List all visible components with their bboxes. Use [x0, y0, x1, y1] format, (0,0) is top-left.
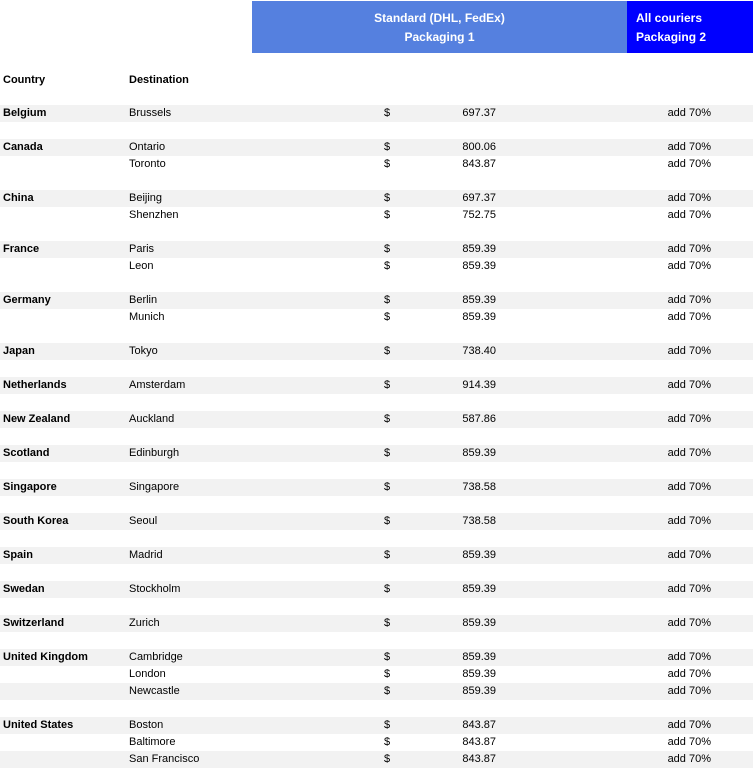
packaging2-cell: add 70%: [667, 753, 711, 765]
price-cell: 859.39: [462, 260, 496, 272]
column-header-country: Country: [3, 74, 46, 86]
destination-cell: Shenzhen: [129, 209, 179, 221]
packaging2-cell: add 70%: [667, 549, 711, 561]
table-row: [0, 547, 753, 564]
destination-cell: Paris: [129, 243, 155, 255]
table-row: [0, 190, 753, 207]
currency-symbol: $: [384, 736, 391, 748]
table-row: [0, 513, 753, 530]
country-cell: Switzerland: [3, 617, 65, 629]
packaging2-cell: add 70%: [667, 209, 711, 221]
packaging2-cell: add 70%: [667, 719, 711, 731]
currency-symbol: $: [384, 243, 391, 255]
currency-symbol: $: [384, 345, 391, 357]
price-cell: 843.87: [462, 719, 496, 731]
table-row: [0, 479, 753, 496]
country-cell: Scotland: [3, 447, 50, 459]
header-all-packaging: Packaging 2: [636, 30, 707, 44]
destination-cell: Leon: [129, 260, 154, 272]
destination-cell: Zurich: [129, 617, 160, 629]
price-cell: 859.39: [462, 294, 496, 306]
country-cell: Spain: [3, 549, 33, 561]
packaging2-cell: add 70%: [667, 311, 711, 323]
currency-symbol: $: [384, 753, 391, 765]
header-standard-packaging: Packaging 1: [404, 30, 475, 44]
packaging2-cell: add 70%: [667, 294, 711, 306]
currency-symbol: $: [384, 481, 391, 493]
packaging2-cell: add 70%: [667, 668, 711, 680]
destination-cell: London: [129, 668, 166, 680]
header-standard: [252, 1, 627, 53]
country-cell: Swedan: [3, 583, 45, 595]
table-row: [0, 207, 753, 224]
country-cell: Canada: [3, 141, 43, 153]
destination-cell: Berlin: [129, 294, 158, 306]
currency-symbol: $: [384, 413, 391, 425]
currency-symbol: $: [384, 379, 391, 391]
destination-cell: Auckland: [129, 413, 175, 425]
currency-symbol: $: [384, 583, 391, 595]
group-spacer: [0, 496, 753, 513]
group-spacer: [0, 598, 753, 615]
destination-cell: Ontario: [129, 141, 166, 153]
price-cell: 752.75: [462, 209, 496, 221]
price-cell: 697.37: [462, 192, 496, 204]
currency-symbol: $: [384, 107, 391, 119]
packaging2-cell: add 70%: [667, 260, 711, 272]
destination-cell: Toronto: [129, 158, 166, 170]
packaging2-cell: add 70%: [667, 141, 711, 153]
destination-cell: Baltimore: [129, 736, 176, 748]
currency-symbol: $: [384, 719, 391, 731]
packaging2-cell: add 70%: [667, 583, 711, 595]
table-row: [0, 411, 753, 428]
destination-cell: Stockholm: [129, 583, 181, 595]
group-spacer: [0, 530, 753, 547]
destination-cell: Singapore: [129, 481, 180, 493]
packaging2-cell: add 70%: [667, 192, 711, 204]
destination-cell: Madrid: [129, 549, 163, 561]
packaging2-cell: add 70%: [667, 685, 711, 697]
currency-symbol: $: [384, 549, 391, 561]
currency-symbol: $: [384, 617, 391, 629]
group-spacer: [0, 462, 753, 479]
currency-symbol: $: [384, 141, 391, 153]
price-cell: 859.39: [462, 685, 496, 697]
table-row: [0, 241, 753, 258]
currency-symbol: $: [384, 294, 391, 306]
group-spacer: [0, 428, 753, 445]
price-cell: 859.39: [462, 651, 496, 663]
price-table: [0, 105, 753, 768]
group-spacer: [0, 564, 753, 581]
price-cell: 738.58: [462, 515, 496, 527]
country-cell: South Korea: [3, 515, 69, 527]
packaging2-cell: add 70%: [667, 515, 711, 527]
destination-cell: Amsterdam: [129, 379, 186, 391]
destination-cell: Cambridge: [129, 651, 183, 663]
table-row: [0, 292, 753, 309]
destination-cell: Edinburgh: [129, 447, 180, 459]
destination-cell: Munich: [129, 311, 165, 323]
country-cell: Netherlands: [3, 379, 67, 391]
group-spacer: [0, 326, 753, 343]
country-cell: Germany: [3, 294, 51, 306]
destination-cell: Tokyo: [129, 345, 158, 357]
destination-cell: Seoul: [129, 515, 158, 527]
header-standard-title: Standard (DHL, FedEx): [374, 11, 505, 25]
price-cell: 738.58: [462, 481, 496, 493]
destination-cell: Beijing: [129, 192, 163, 204]
country-cell: Japan: [3, 345, 35, 357]
group-spacer: [0, 224, 753, 241]
table-row: [0, 105, 753, 122]
table-row: [0, 309, 753, 326]
group-spacer: [0, 173, 753, 190]
group-spacer: [0, 632, 753, 649]
group-spacer: [0, 360, 753, 377]
currency-symbol: $: [384, 192, 391, 204]
packaging2-cell: add 70%: [667, 107, 711, 119]
currency-symbol: $: [384, 311, 391, 323]
price-cell: 859.39: [462, 583, 496, 595]
header-all-couriers: [627, 1, 753, 53]
price-cell: 738.40: [462, 345, 496, 357]
packaging2-cell: add 70%: [667, 345, 711, 357]
price-cell: 843.87: [462, 736, 496, 748]
packaging2-cell: add 70%: [667, 243, 711, 255]
table-row: [0, 445, 753, 462]
table-row: [0, 581, 753, 598]
country-cell: United Kingdom: [3, 651, 88, 663]
country-cell: China: [3, 192, 34, 204]
table-row: [0, 734, 753, 751]
currency-symbol: $: [384, 260, 391, 272]
table-row: [0, 139, 753, 156]
destination-cell: Boston: [129, 719, 164, 731]
column-header-destination: Destination: [129, 74, 189, 86]
group-spacer: [0, 122, 753, 139]
header-all-title: All couriers: [636, 11, 703, 25]
destination-cell: Brussels: [129, 107, 172, 119]
group-spacer: [0, 700, 753, 717]
table-row: [0, 717, 753, 734]
packaging2-cell: add 70%: [667, 413, 711, 425]
price-cell: 843.87: [462, 158, 496, 170]
table-row: [0, 377, 753, 394]
packaging2-cell: add 70%: [667, 651, 711, 663]
packaging2-cell: add 70%: [667, 379, 711, 391]
destination-cell: Newcastle: [129, 685, 180, 697]
country-cell: New Zealand: [3, 413, 71, 425]
country-cell: Singapore: [3, 481, 57, 493]
currency-symbol: $: [384, 447, 391, 459]
currency-symbol: $: [384, 651, 391, 663]
currency-symbol: $: [384, 515, 391, 527]
price-cell: 859.39: [462, 311, 496, 323]
price-cell: 697.37: [462, 107, 496, 119]
price-cell: 859.39: [462, 617, 496, 629]
country-cell: United States: [3, 719, 74, 731]
packaging2-cell: add 70%: [667, 158, 711, 170]
table-row: [0, 156, 753, 173]
table-row: [0, 666, 753, 683]
country-cell: France: [3, 243, 40, 255]
packaging2-cell: add 70%: [667, 447, 711, 459]
price-cell: 587.86: [462, 413, 496, 425]
price-cell: 859.39: [462, 243, 496, 255]
currency-symbol: $: [384, 668, 391, 680]
table-row: [0, 258, 753, 275]
packaging2-cell: add 70%: [667, 617, 711, 629]
table-row: [0, 615, 753, 632]
table-row: [0, 649, 753, 666]
group-spacer: [0, 394, 753, 411]
packaging2-cell: add 70%: [667, 736, 711, 748]
destination-cell: San Francisco: [129, 753, 200, 765]
price-cell: 843.87: [462, 753, 496, 765]
currency-symbol: $: [384, 209, 391, 221]
price-cell: 914.39: [462, 379, 496, 391]
currency-symbol: $: [384, 685, 391, 697]
country-cell: Belgium: [3, 107, 47, 119]
packaging2-cell: add 70%: [667, 481, 711, 493]
table-row: [0, 343, 753, 360]
price-cell: 859.39: [462, 447, 496, 459]
price-cell: 859.39: [462, 668, 496, 680]
price-cell: 800.06: [462, 141, 496, 153]
table-row: [0, 751, 753, 768]
price-cell: 859.39: [462, 549, 496, 561]
table-row: [0, 683, 753, 700]
group-spacer: [0, 275, 753, 292]
currency-symbol: $: [384, 158, 391, 170]
